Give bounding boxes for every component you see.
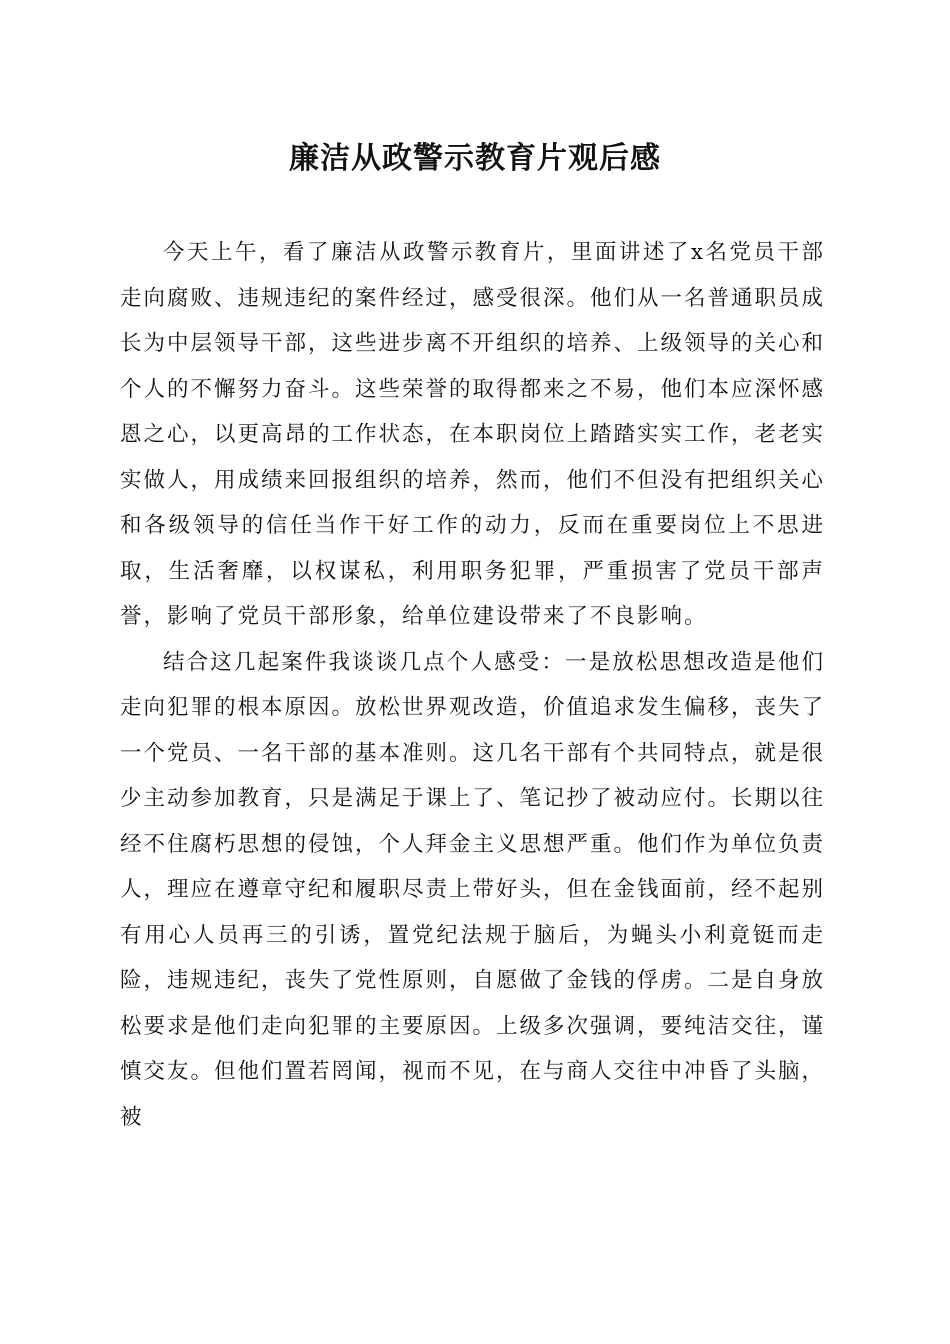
document-body	[120, 230, 825, 1140]
paragraph: 今天上午，看了廉洁从政警示教育片，里面讲述了x名党员干部走向腐败、违规违纪的案件经过，感受很深。他们从一名普通职员成长为中层领导干部，这些进步离不开组织的培养、上级领导的关心和个人的不懈努力奋斗。这些荣誉的取得都来之不易，他们本应深怀感恩之心，以更高昂的工作状态，在本职岗位上踏踏实实工作，老老实实做人，用成绩来回报组织的培养，然而，他们不但没有把组织关心和各级领导的信任当作干好工作的动力，反而在重要岗位上不思进取，生活奢靡，以权谋私，利用职务犯罪，严重损害了党员干部声誉，影响了党员干部形象，给单位建设带来了不良影响。	[120, 240, 826, 629]
paragraph: 结合这几起案件我谈谈几点个人感受：一是放松思想改造是他们走向犯罪的根本原因。放松世界观改造，价值追求发生偏移，丧失了一个党员、一名干部的基本准则。这几名干部有个共同特点，就是很少主动参加教育，只是满足于课上了、笔记抄了被动应付。长期以往经不住腐朽思想的侵蚀，个人拜金主义思想严重。他们作为单位负责人，理应在遵章守纪和履职尽责上带好头，但在金钱面前，经不起别有用心人员再三的引诱，置党纪法规于脑后，为蝇头小利竟铤而走险，违规违纪，丧失了党性原则，自愿做了金钱的俘虏。二是自身放松要求是他们走向犯罪的主要原因。上级多次强调，要纯洁交往，谨慎交友。但他们置若罔闻，视而不见，在与商人交往中冲昏了头脑，被	[120, 649, 826, 1130]
document-title: 廉洁从政警示教育片观后感	[289, 141, 661, 176]
